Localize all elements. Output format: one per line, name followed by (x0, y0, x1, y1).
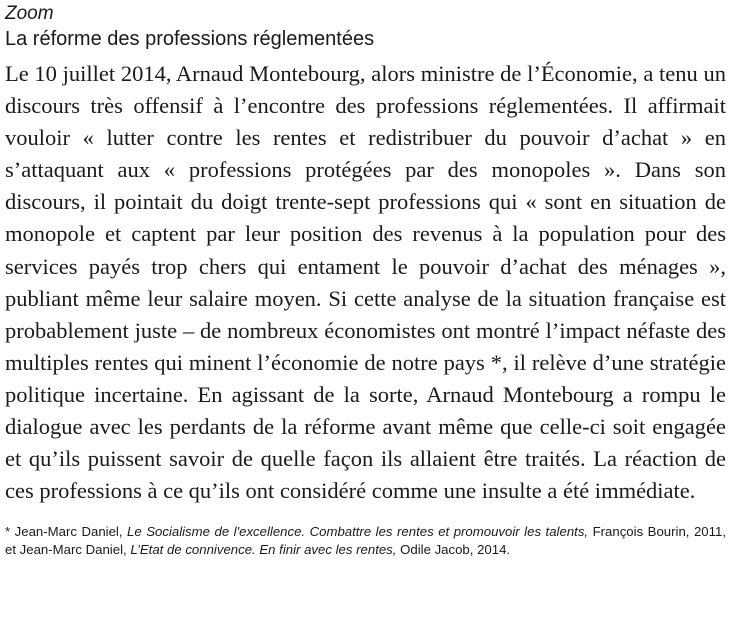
page-title: La réforme des professions réglementées (5, 28, 375, 50)
footnote-publisher-2: Odile Jacob, 2014. (400, 542, 511, 558)
body-paragraph: Le 10 juillet 2014, Arnaud Montebourg, alors ministre de l’Économie, a tenu un discours très offensif à l’encontre des professions réglementées. Il affirmait vouloir « lutter contre les rentes et redistribuer du pouvoir d’achat » en s’attaquant aux « professions protégées par des monopoles ». Dans son discours, il pointait du doigt trente-sept professions qui « sont en situation de monopole et captent par leur position des revenus à la population pour des services payés trop chers qui entament le pouvoir d’achat des ménages », publiant même leur salaire moyen. Si cette analyse de la situation française est probablement juste – de nombreux économistes ont montré l’impact néfaste des multiples rentes qui minent l’économie de notre pays *, il relève d’une stratégie politique incertaine. En agissant de la sorte, Arnaud Montebourg a rompu le dialogue avec les perdants de la réforme avant même que celle-ci soit engagée et qu’ils puissent savoir de quelle façon ils allaient être traités. La réaction de ces professions à ce qu’ils ont considéré comme une insulte a été immédiate. (5, 61, 726, 504)
section-kicker: Zoom (5, 3, 54, 24)
footnote-publisher-1: François Bourin, 2011, et Jean-Marc Daniel, (5, 524, 726, 558)
footnote-book-2: L’Etat de connivence. En finir avec les rentes, (130, 542, 397, 558)
footnote-author-1: Jean-Marc Daniel, (14, 524, 123, 540)
footnote (5, 523, 726, 559)
footnote-marker: * (5, 524, 11, 540)
footnote-book-1: Le Socialisme de l'excellence. Combattre les rentes et promouvoir les talents, (127, 524, 589, 540)
